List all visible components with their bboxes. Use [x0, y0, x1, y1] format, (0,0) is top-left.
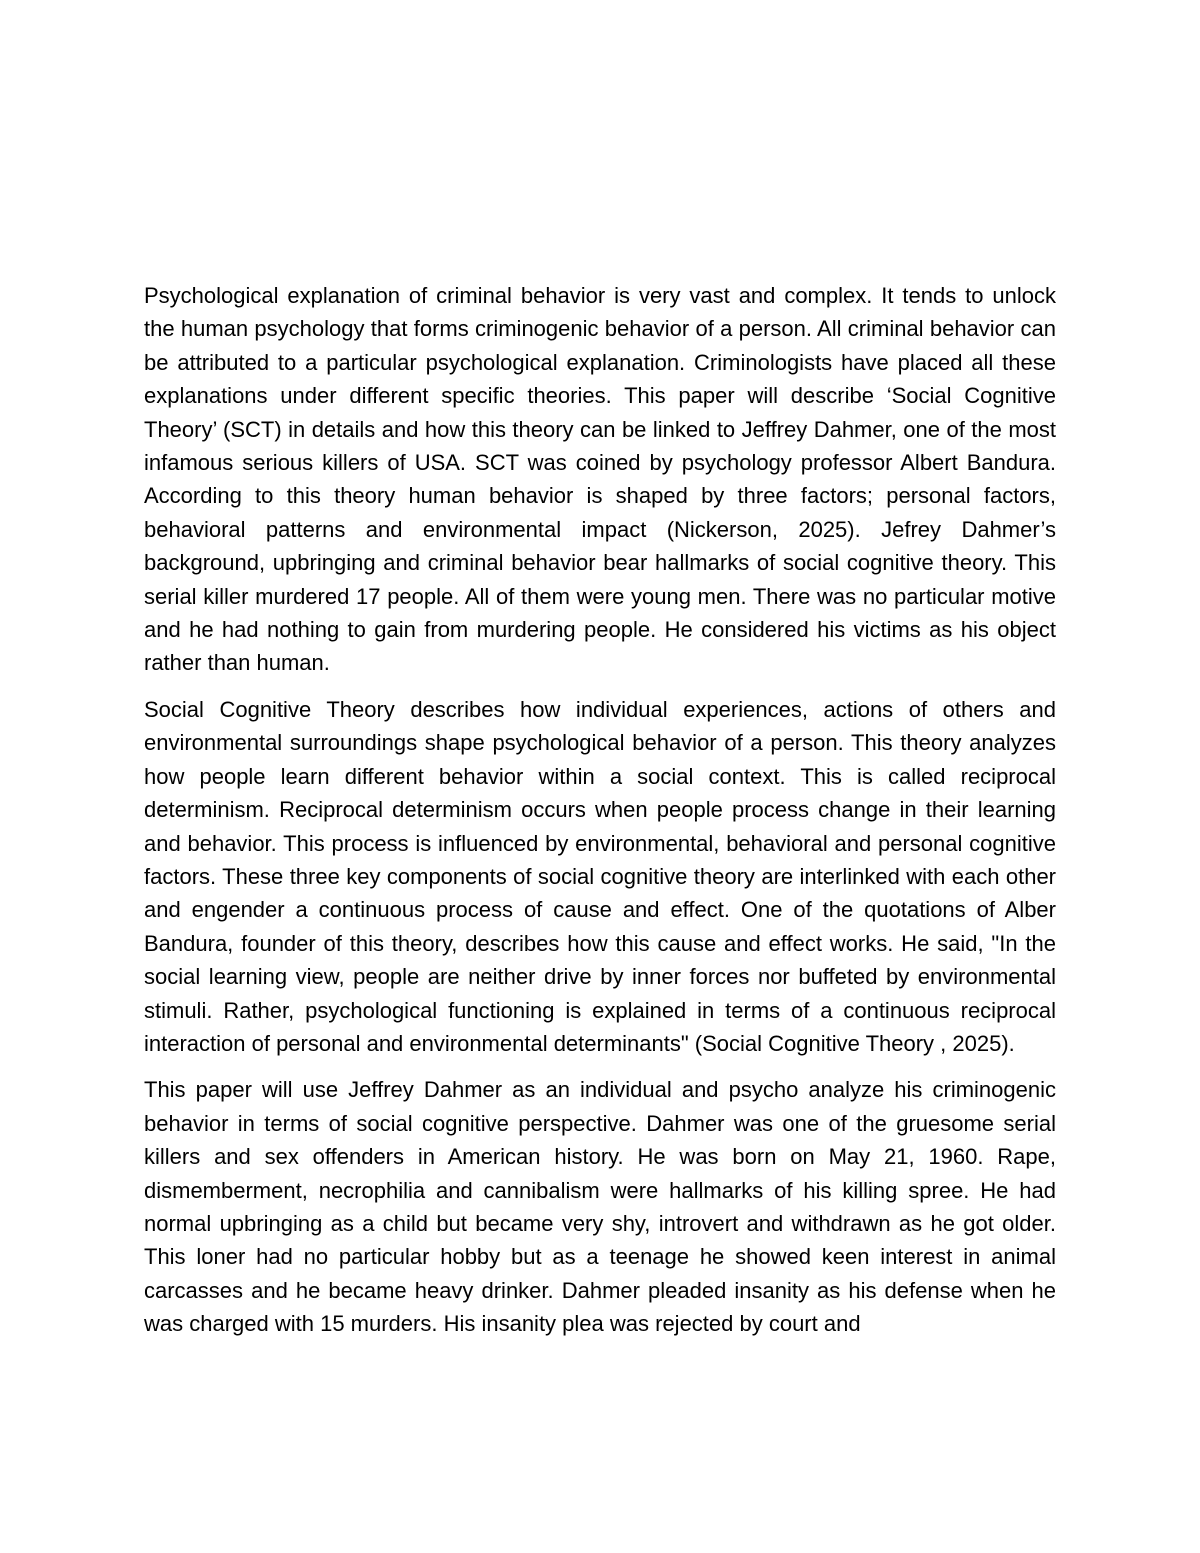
document-body	[144, 279, 1056, 1354]
paragraph-introduction: Psychological explanation of criminal behavior is very vast and complex. It tends to unlock the human psychology that forms criminogenic behavior of a person. All criminal behavior can be attributed to a particular psychological explanation. Criminologists have placed all these explanations under different specific theories. This paper will describe ‘Social Cognitive Theory’ (SCT) in details and how this theory can be linked to Jeffrey Dahmer, one of the most infamous serious killers of USA. SCT was coined by psychology professor Albert Bandura. According to this theory human behavior is shaped by three factors; personal factors, behavioral patterns and environmental impact (Nickerson, 2025). Jefrey Dahmer’s background, upbringing and criminal behavior bear hallmarks of social cognitive theory. This serial killer murdered 17 people. All of them were young men. There was no particular motive and he had nothing to gain from murdering people. He considered his victims as his object rather than human.	[144, 283, 1056, 676]
paragraph-jeffrey-dahmer: This paper will use Jeffrey Dahmer as an individual and psycho analyze his criminogenic behavior in terms of social cognitive perspective. Dahmer was one of the gruesome serial killers and sex offenders in American history. He was born on May 21, 1960. Rape, dismemberment, necrophilia and cannibalism were hallmarks of his killing spree. He had normal upbringing as a child but became very shy, introvert and withdrawn as he got older. This loner had no particular hobby but as a teenage he showed keen interest in animal carcasses and he became heavy drinker. Dahmer pleaded insanity as his defense when he was charged with 15 murders. His insanity plea was rejected by court and	[144, 1077, 1056, 1337]
paragraph-social-cognitive-theory: Social Cognitive Theory describes how individual experiences, actions of others and environmental surroundings shape psychological behavior of a person. This theory analyzes how people learn different behavior within a social context. This is called reciprocal determinism. Reciprocal determinism occurs when people process change in their learning and behavior. This process is influenced by environmental, behavioral and personal cognitive factors. These three key components of social cognitive theory are interlinked with each other and engender a continuous process of cause and effect. One of the quotations of Alber Bandura, founder of this theory, describes how this cause and effect works. He said, "In the social learning view, people are neither drive by inner forces nor buffeted by environmental stimuli. Rather, psychological functioning is explained in terms of a continuous reciprocal interaction of personal and environmental determinants" (Social Cognitive Theory , 2025).	[144, 696, 1056, 1056]
